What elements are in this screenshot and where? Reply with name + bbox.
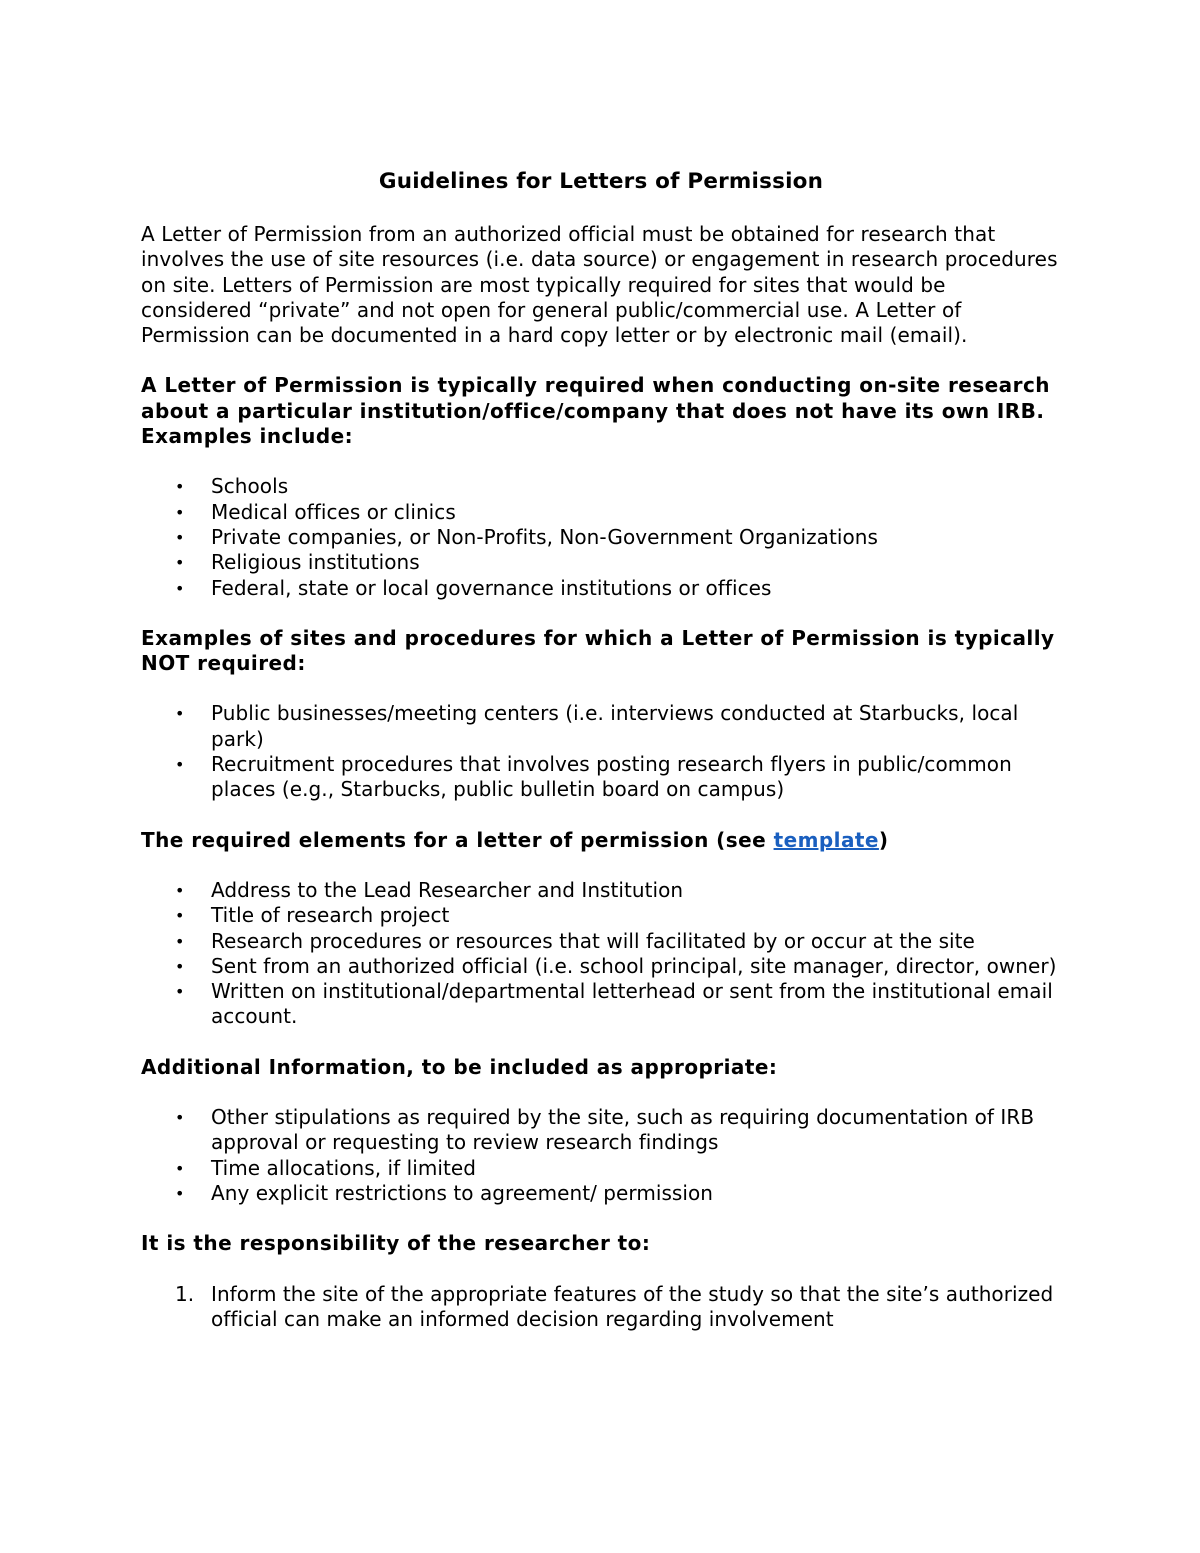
bullet-icon: •	[175, 553, 185, 573]
list-item	[141, 500, 1061, 525]
bullet-icon: •	[175, 880, 185, 900]
required-list	[141, 474, 1061, 600]
bullet-icon: •	[175, 502, 185, 522]
required-heading: A Letter of Permission is typically required when conducting on-site research about a particular institution/office/company that does not have its own IRB. Examples include:	[141, 373, 1050, 449]
bullet-icon: •	[175, 1183, 185, 1203]
list-item	[141, 929, 1061, 954]
list-item-text: Written on institutional/departmental letterhead or sent from the institutional email account.	[211, 979, 1053, 1029]
bullet-icon: •	[175, 931, 185, 951]
list-item	[141, 752, 1061, 803]
list-item	[141, 701, 1061, 752]
list-item-text: Private companies, or Non-Profits, Non-Government Organizations	[211, 524, 878, 549]
page-title: Guidelines for Letters of Permission	[378, 169, 824, 194]
not-required-list	[141, 701, 1061, 802]
bullet-icon: •	[175, 1158, 185, 1178]
list-item	[141, 878, 1061, 903]
elements-heading-suffix: )	[878, 827, 889, 852]
list-number: 1.	[175, 1281, 195, 1306]
list-item-text: Address to the Lead Researcher and Institution	[211, 877, 684, 902]
bullet-icon: •	[175, 527, 185, 547]
list-item-text: Time allocations, if limited	[211, 1155, 476, 1180]
list-item	[141, 979, 1061, 1030]
list-item-text: Recruitment procedures that involves posting research flyers in public/common places (e.g., Starbucks, public bulletin board on campus)	[211, 752, 1012, 802]
list-item	[141, 550, 1061, 575]
bullet-icon: •	[175, 755, 185, 775]
elements-heading	[141, 828, 1061, 853]
list-item-text: Public businesses/meeting centers (i.e. interviews conducted at Starbucks, local park)	[211, 701, 1019, 751]
elements-heading-prefix: The required elements for a letter of permission (see	[141, 827, 774, 852]
responsibility-list	[141, 1282, 1061, 1333]
template-link[interactable]: template	[773, 827, 879, 852]
additional-heading: Additional Information, to be included as appropriate:	[141, 1054, 778, 1079]
not-required-heading: Examples of sites and procedures for which a Letter of Permission is typically NOT required:	[141, 625, 1055, 676]
bullet-icon: •	[175, 956, 185, 976]
bullet-icon: •	[175, 704, 185, 724]
list-item	[141, 1282, 1061, 1333]
list-item-text: Other stipulations as required by the site, such as requiring documentation of IRB approval or requesting to review research findings	[211, 1105, 1035, 1155]
list-item-text: Inform the site of the appropriate features of the study so that the site’s authorized official can make an informed decision regarding involvement	[211, 1281, 1054, 1331]
list-item	[141, 903, 1061, 928]
responsibility-heading: It is the responsibility of the researcher to:	[141, 1231, 651, 1256]
elements-list	[141, 878, 1061, 1030]
list-item-text: Research procedures or resources that will facilitated by or occur at the site	[211, 928, 975, 953]
bullet-icon: •	[175, 477, 185, 497]
list-item	[141, 954, 1061, 979]
list-item-text: Federal, state or local governance institutions or offices	[211, 575, 772, 600]
bullet-icon: •	[175, 1108, 185, 1128]
list-item	[141, 576, 1061, 601]
list-item	[141, 1156, 1061, 1181]
list-item-text: Sent from an authorized official (i.e. school principal, site manager, director, owner)	[211, 953, 1057, 978]
list-item	[141, 1181, 1061, 1206]
list-item-text: Medical offices or clinics	[211, 499, 456, 524]
list-item-text: Schools	[211, 474, 289, 499]
document-page	[141, 167, 1061, 1357]
bullet-icon: •	[175, 982, 185, 1002]
list-item-text: Religious institutions	[211, 550, 420, 575]
list-item	[141, 525, 1061, 550]
list-item	[141, 1105, 1061, 1156]
bullet-icon: •	[175, 578, 185, 598]
list-item-text: Title of research project	[211, 903, 450, 928]
bullet-icon: •	[175, 906, 185, 926]
list-item	[141, 474, 1061, 499]
additional-list	[141, 1105, 1061, 1206]
list-item-text: Any explicit restrictions to agreement/ permission	[211, 1180, 714, 1205]
intro-paragraph: A Letter of Permission from an authorized official must be obtained for research that involves the use of site resources (i.e. data source) or engagement in research procedures on site. Letters of Permission are most typically required for sites that would be considered “private” and not open for general public/commercial use. A Letter of Permission can be documented in a hard copy letter or by electronic mail (email).	[141, 222, 1058, 348]
